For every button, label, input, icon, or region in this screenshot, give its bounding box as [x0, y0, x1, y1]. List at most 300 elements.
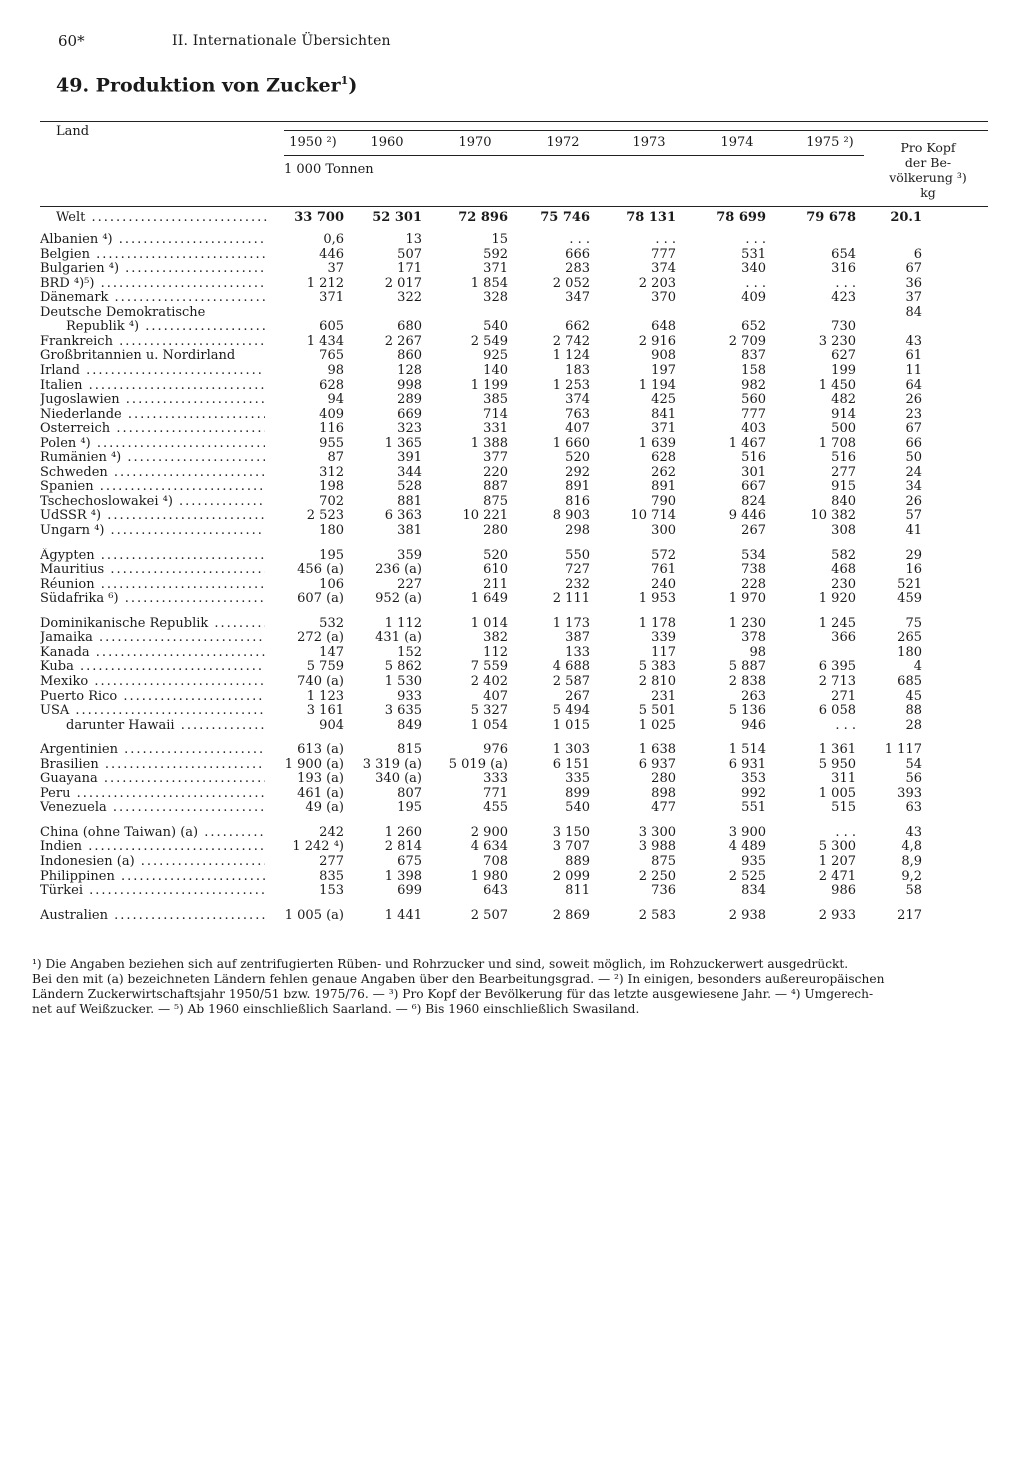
cell-value: 613 (a): [297, 742, 344, 758]
cell-per-capita: 521: [897, 576, 922, 592]
cell-value: . . .: [569, 232, 590, 247]
per-capita-line: der Be-: [904, 155, 952, 170]
cell-value: 1 253: [552, 377, 590, 393]
table-row: [0, 908, 1024, 923]
table-row: [0, 508, 1024, 523]
cell-per-capita: 58: [905, 883, 922, 899]
cell-value: 1 123: [306, 688, 344, 704]
cell-value: 79 678: [806, 210, 856, 225]
cell-value: 654: [831, 246, 856, 262]
cell-value: 9 446: [728, 508, 766, 524]
cell-value: 777: [651, 246, 676, 262]
cell-value: 740 (a): [297, 673, 344, 689]
table-row: [0, 786, 1024, 801]
cell-value: 446: [319, 246, 344, 262]
cell-value: 840: [831, 493, 856, 509]
cell-value: 807: [397, 785, 422, 801]
column-header-year: 1973: [632, 135, 666, 150]
row-label: Guayana .....: [40, 771, 265, 786]
cell-value: 738: [741, 562, 766, 578]
cell-value: 171: [397, 261, 422, 277]
cell-value: 2 709: [728, 333, 766, 349]
cell-value: 1 708: [818, 435, 856, 451]
cell-value: 300: [651, 523, 676, 538]
cell-value: 477: [651, 800, 676, 816]
cell-value: 875: [483, 493, 508, 509]
table-row: [0, 800, 1024, 815]
cell-value: 1 173: [552, 615, 590, 631]
cell-value: 292: [565, 464, 590, 480]
cell-value: 771: [483, 785, 508, 801]
cell-value: 1 388: [470, 435, 508, 451]
cell-value: 6 363: [384, 508, 422, 524]
table-row: [0, 290, 1024, 305]
cell-value: 3 230: [818, 333, 856, 349]
cell-value: 4 489: [728, 839, 766, 855]
header-rule-years: [284, 130, 988, 131]
table-row: [0, 562, 1024, 577]
cell-value: 197: [651, 362, 676, 378]
table-row: [0, 363, 1024, 378]
cell-per-capita: 23: [905, 406, 922, 422]
cell-value: 540: [483, 319, 508, 335]
row-label: Großbritannien u. Nordirland: [40, 348, 236, 364]
cell-value: 407: [483, 688, 508, 704]
footnote-line: ¹) Die Angaben beziehen sich auf zentrifugierten Rüben- und Rohrzucker und sind, soweit möglich, im Rohzuckerwert ausgedrückt.: [32, 957, 849, 971]
cell-value: 849: [397, 717, 422, 733]
cell-value: 298: [565, 523, 590, 538]
cell-value: 1 015: [552, 717, 590, 733]
table-row: [0, 674, 1024, 689]
cell-value: 289: [397, 392, 422, 408]
cell-value: 2 869: [552, 907, 590, 923]
cell-value: 374: [565, 392, 590, 408]
column-header-year: 1950 ²): [289, 135, 337, 150]
cell-value: 4 634: [470, 839, 508, 855]
cell-value: 232: [565, 576, 590, 592]
cell-value: 1 242 ⁴): [292, 839, 344, 855]
cell-per-capita: 9,2: [901, 868, 922, 884]
cell-per-capita: 16: [905, 562, 922, 578]
cell-value: 699: [397, 883, 422, 899]
cell-value: 8 903: [552, 508, 590, 524]
table-row: [0, 319, 1024, 334]
table-row: [0, 247, 1024, 262]
cell-value: 4 688: [552, 659, 590, 675]
cell-value: 1 639: [638, 435, 676, 451]
cell-value: 2 203: [638, 275, 676, 291]
row-label: Tschechoslowakei ⁴) .....: [40, 494, 265, 509]
cell-value: 3 707: [552, 839, 590, 855]
cell-per-capita: 54: [905, 756, 922, 772]
cell-value: 230: [831, 576, 856, 592]
cell-per-capita: 217: [897, 907, 922, 923]
cell-value: 992: [741, 785, 766, 801]
cell-value: 643: [483, 883, 508, 899]
cell-value: 3 319 (a): [362, 756, 422, 772]
cell-value: 328: [483, 290, 508, 306]
cell-value: 283: [565, 261, 590, 277]
cell-value: 2 471: [818, 868, 856, 884]
cell-value: 277: [831, 464, 856, 480]
footnote-line: net auf Weißzucker. — ⁵) Ab 1960 einschließlich Saarland. — ⁶) Bis 1960 einschließlich Swasiland.: [32, 1002, 640, 1016]
header-bottom-rule: [40, 206, 988, 207]
footnote-line: Bei den mit (a) bezeichneten Ländern fehlen genaue Angaben über den Bearbeitungsgrad. — ²) In einigen, besonders außereuropäischen: [32, 972, 885, 986]
cell-value: 2 250: [638, 868, 676, 884]
row-label: Australien .....: [40, 908, 265, 923]
cell-value: 1 005 (a): [284, 907, 344, 923]
cell-value: 2 549: [470, 333, 508, 349]
cell-value: 311: [831, 771, 856, 787]
table-row: [0, 479, 1024, 494]
cell-value: 1 260: [384, 824, 422, 840]
cell-value: 78 699: [716, 210, 766, 225]
cell-value: 112: [483, 644, 508, 660]
cell-value: 1 207: [818, 854, 856, 869]
cell-value: 507: [397, 246, 422, 262]
cell-value: 117: [651, 644, 676, 660]
cell-per-capita: 66: [905, 435, 922, 451]
table-row: [0, 450, 1024, 465]
unit-label: 1 000 Tonnen: [284, 162, 374, 177]
cell-per-capita: 26: [905, 493, 922, 509]
cell-per-capita: 88: [905, 703, 922, 719]
cell-value: 952 (a): [375, 591, 422, 607]
cell-value: 322: [397, 290, 422, 306]
table-row: [0, 465, 1024, 480]
cell-value: 78 131: [626, 210, 676, 225]
cell-value: 323: [397, 421, 422, 437]
cell-value: 423: [831, 290, 856, 306]
cell-value: 140: [483, 362, 508, 378]
cell-value: 727: [565, 562, 590, 578]
cell-value: 461 (a): [297, 785, 344, 801]
cell-value: 347: [565, 290, 590, 306]
cell-value: 1 953: [638, 591, 676, 607]
cell-value: 5 759: [306, 659, 344, 675]
cell-per-capita: 180: [897, 644, 922, 660]
cell-value: 592: [483, 246, 508, 262]
cell-value: 333: [483, 771, 508, 787]
table-row: [0, 305, 1024, 320]
cell-per-capita: 67: [905, 421, 922, 437]
table-row: [0, 854, 1024, 869]
row-label: Mauritius .....: [40, 562, 265, 577]
cell-value: 263: [741, 688, 766, 704]
cell-value: 955: [319, 435, 344, 451]
row-label: Welt .....: [56, 210, 268, 225]
cell-value: 887: [483, 479, 508, 495]
row-label: Niederlande .....: [40, 407, 265, 422]
cell-per-capita: 29: [905, 547, 922, 563]
cell-per-capita: 37: [905, 290, 922, 306]
row-label: USA .....: [40, 703, 265, 718]
cell-value: 371: [319, 290, 344, 306]
cell-value: 340: [741, 261, 766, 277]
row-label: Deutsche Demokratische: [40, 304, 206, 320]
cell-value: 2 742: [552, 333, 590, 349]
per-capita-line: kg: [920, 185, 936, 200]
row-label: Kanada .....: [40, 645, 265, 660]
cell-value: 2 814: [384, 839, 422, 855]
cell-value: 1 303: [552, 742, 590, 758]
table-row: [0, 645, 1024, 660]
cell-per-capita: 61: [905, 348, 922, 364]
cell-value: 6 931: [728, 756, 766, 772]
cell-value: 72 896: [458, 210, 508, 225]
cell-value: 976: [483, 742, 508, 758]
cell-value: 1 441: [384, 907, 422, 923]
cell-value: 935: [741, 854, 766, 869]
cell-value: 915: [831, 479, 856, 495]
cell-value: 1 434: [306, 333, 344, 349]
cell-value: 736: [651, 883, 676, 899]
column-header-year: 1970: [458, 135, 492, 150]
cell-value: 582: [831, 547, 856, 563]
cell-value: 550: [565, 547, 590, 563]
cell-value: 262: [651, 464, 676, 480]
cell-value: 875: [651, 854, 676, 869]
cell-value: 2 525: [728, 868, 766, 884]
row-label: UdSSR ⁴) .....: [40, 508, 265, 523]
cell-value: 1 398: [384, 868, 422, 884]
cell-value: 382: [483, 630, 508, 646]
cell-value: 925: [483, 348, 508, 364]
cell-value: 1 245: [818, 615, 856, 631]
table-row: [0, 421, 1024, 436]
cell-per-capita: 43: [905, 333, 922, 349]
cell-value: 2 017: [384, 275, 422, 291]
cell-value: 1 649: [470, 591, 508, 607]
table-row: [0, 276, 1024, 291]
cell-value: 761: [651, 562, 676, 578]
cell-value: 387: [565, 630, 590, 646]
cell-value: 2 267: [384, 333, 422, 349]
cell-value: 5 383: [638, 659, 676, 675]
cell-value: 610: [483, 562, 508, 578]
cell-value: . . .: [745, 232, 766, 247]
cell-value: 648: [651, 319, 676, 335]
cell-value: 33 700: [294, 210, 344, 225]
cell-value: 607 (a): [297, 591, 344, 607]
cell-value: 652: [741, 319, 766, 335]
title-close-paren: ): [348, 74, 358, 97]
cell-value: 2 933: [818, 907, 856, 923]
table-row: [0, 825, 1024, 840]
cell-value: 730: [831, 319, 856, 335]
cell-value: 986: [831, 883, 856, 899]
row-label: Albanien ⁴) .....: [40, 232, 265, 247]
cell-value: 1 467: [728, 435, 766, 451]
cell-value: 1 514: [728, 742, 766, 758]
cell-per-capita: 50: [905, 450, 922, 466]
cell-value: 1 660: [552, 435, 590, 451]
cell-value: 271: [831, 688, 856, 704]
cell-value: 385: [483, 392, 508, 408]
cell-value: 662: [565, 319, 590, 335]
row-label: darunter Hawaii .....: [40, 718, 265, 733]
row-label: Belgien .....: [40, 247, 265, 262]
cell-value: 531: [741, 246, 766, 262]
cell-value: 534: [741, 547, 766, 563]
cell-value: 116: [319, 421, 344, 437]
column-header-per-capita: [868, 140, 988, 200]
cell-per-capita: 20.1: [890, 210, 922, 225]
cell-value: 10 221: [462, 508, 508, 524]
table-row: [0, 494, 1024, 509]
cell-value: 370: [651, 290, 676, 306]
cell-value: 824: [741, 493, 766, 509]
table-row: [0, 742, 1024, 757]
cell-value: 2 900: [470, 824, 508, 840]
row-label: Polen ⁴) .....: [40, 436, 265, 451]
cell-value: 236 (a): [375, 562, 422, 578]
row-label: Republik ⁴) .....: [40, 319, 265, 334]
cell-value: 841: [651, 406, 676, 422]
cell-per-capita: 8,9: [901, 854, 922, 869]
cell-value: 15: [491, 232, 508, 247]
cell-value: 6 395: [818, 659, 856, 675]
cell-value: 5 327: [470, 703, 508, 719]
cell-per-capita: 56: [905, 771, 922, 787]
table-row: [0, 261, 1024, 276]
cell-value: 371: [651, 421, 676, 437]
cell-value: 2 111: [552, 591, 590, 607]
cell-value: 195: [319, 547, 344, 563]
row-label: Irland .....: [40, 363, 265, 378]
row-label: Frankreich .....: [40, 334, 265, 349]
cell-value: 904: [319, 717, 344, 733]
cell-value: 409: [319, 406, 344, 422]
cell-value: 5 300: [818, 839, 856, 855]
cell-value: 211: [483, 576, 508, 592]
column-header-land: Land: [56, 124, 90, 139]
cell-value: 1 178: [638, 615, 676, 631]
cell-value: 891: [651, 479, 676, 495]
section-title: II. Internationale Übersichten: [172, 33, 391, 49]
cell-value: 49 (a): [305, 800, 344, 816]
cell-value: 1 054: [470, 717, 508, 733]
cell-value: 1 530: [384, 673, 422, 689]
cell-value: 407: [565, 421, 590, 437]
cell-value: 680: [397, 319, 422, 335]
row-label: Italien .....: [40, 378, 265, 393]
cell-value: 198: [319, 479, 344, 495]
cell-value: 572: [651, 547, 676, 563]
cell-per-capita: 75: [905, 615, 922, 631]
cell-value: 1 450: [818, 377, 856, 393]
cell-value: 331: [483, 421, 508, 437]
cell-per-capita: 4: [913, 659, 922, 675]
cell-value: 468: [831, 562, 856, 578]
cell-value: . . .: [835, 717, 856, 733]
cell-value: 560: [741, 392, 766, 408]
cell-per-capita: 45: [905, 688, 922, 704]
cell-value: 1 230: [728, 615, 766, 631]
cell-value: 220: [483, 464, 508, 480]
cell-value: 5 019 (a): [448, 756, 508, 772]
cell-value: . . .: [745, 275, 766, 291]
cell-value: 353: [741, 771, 766, 787]
cell-value: 998: [397, 377, 422, 393]
cell-value: 1 124: [552, 348, 590, 364]
cell-value: 834: [741, 883, 766, 899]
cell-value: 5 494: [552, 703, 590, 719]
cell-value: 1 970: [728, 591, 766, 607]
table-row: [0, 718, 1024, 733]
cell-value: 667: [741, 479, 766, 495]
cell-value: 1 854: [470, 275, 508, 291]
cell-value: 1 920: [818, 591, 856, 607]
cell-value: 87: [327, 450, 344, 466]
cell-value: 908: [651, 348, 676, 364]
cell-value: 106: [319, 576, 344, 592]
cell-value: 675: [397, 854, 422, 869]
cell-value: 158: [741, 362, 766, 378]
per-capita-line: Pro Kopf: [900, 140, 956, 155]
cell-value: 308: [831, 523, 856, 538]
cell-per-capita: 36: [905, 275, 922, 291]
cell-value: 374: [651, 261, 676, 277]
cell-value: 425: [651, 392, 676, 408]
row-label: Rumänien ⁴) .....: [40, 450, 265, 465]
cell-value: 1 900 (a): [284, 756, 344, 772]
cell-value: 2 052: [552, 275, 590, 291]
cell-per-capita: 26: [905, 392, 922, 408]
cell-value: 1 361: [818, 742, 856, 758]
cell-value: 381: [397, 523, 422, 538]
cell-value: 1 638: [638, 742, 676, 758]
cell-value: 2 916: [638, 333, 676, 349]
cell-per-capita: 265: [897, 630, 922, 646]
row-label: Philippinen .....: [40, 869, 265, 884]
cell-value: 1 980: [470, 868, 508, 884]
cell-value: 153: [319, 883, 344, 899]
table-title: [56, 74, 357, 96]
cell-per-capita: 685: [897, 673, 922, 689]
table-row: [0, 232, 1024, 247]
cell-per-capita: 84: [905, 304, 922, 320]
cell-value: 1 025: [638, 717, 676, 733]
table-row: [0, 771, 1024, 786]
cell-value: 3 635: [384, 703, 422, 719]
cell-value: 815: [397, 742, 422, 758]
table-row: [0, 210, 1024, 225]
cell-value: 37: [327, 261, 344, 277]
row-label: Venezuela .....: [40, 800, 265, 815]
row-label: Dänemark .....: [40, 290, 265, 305]
cell-value: 1 014: [470, 615, 508, 631]
cell-value: 520: [483, 547, 508, 563]
row-label: Brasilien .....: [40, 757, 265, 772]
cell-per-capita: 4,8: [901, 839, 922, 855]
cell-value: 628: [651, 450, 676, 466]
cell-value: 3 161: [306, 703, 344, 719]
cell-value: 532: [319, 615, 344, 631]
cell-value: 280: [651, 771, 676, 787]
cell-value: 13: [405, 232, 422, 247]
table-row: [0, 703, 1024, 718]
cell-value: 272 (a): [297, 630, 344, 646]
table-row: [0, 523, 1024, 538]
cell-value: 982: [741, 377, 766, 393]
row-label: Österreich .....: [40, 421, 265, 436]
table-row: [0, 392, 1024, 407]
cell-value: 5 950: [818, 756, 856, 772]
cell-value: 183: [565, 362, 590, 378]
cell-value: 5 887: [728, 659, 766, 675]
cell-value: 377: [483, 450, 508, 466]
